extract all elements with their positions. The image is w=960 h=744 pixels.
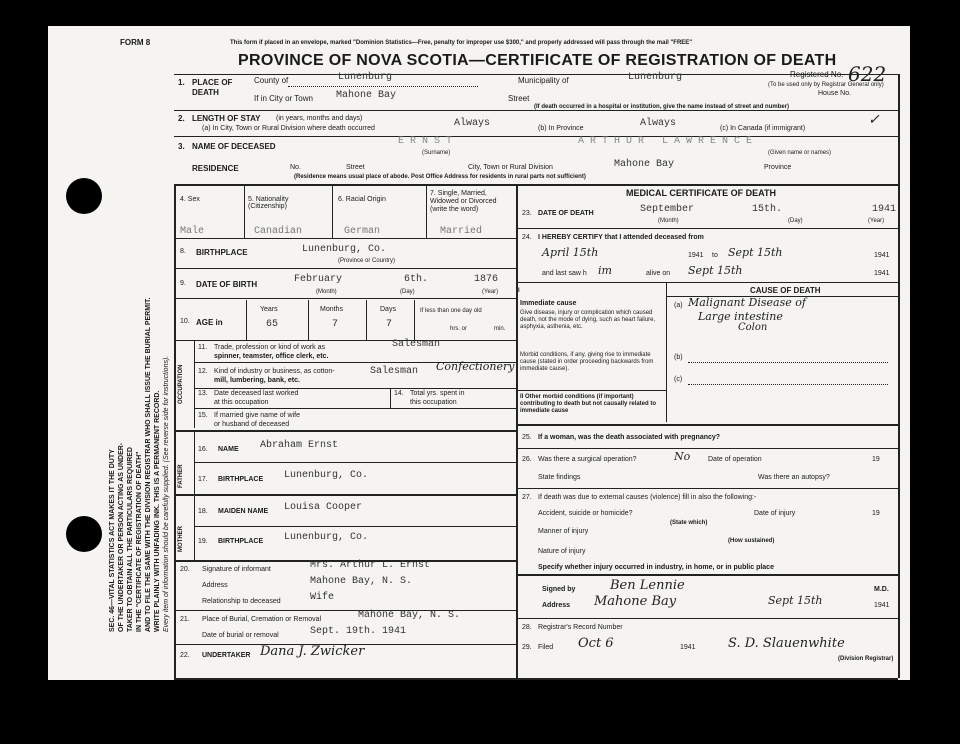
age-days: 7 <box>386 319 393 330</box>
residence-city-label: City, Town or Rural Division <box>468 164 553 171</box>
undertaker-label: UNDERTAKER <box>202 652 251 659</box>
dob-month-label: (Month) <box>316 289 337 295</box>
stay-b-label: (b) In Province <box>538 125 584 132</box>
residence-province-label: Province <box>764 164 792 171</box>
form-number: FORM 8 <box>120 38 151 47</box>
stay-b-value: Always <box>640 118 677 129</box>
n26-value: No <box>674 450 691 463</box>
occ-12-label: Kind of industry or business, as cotton- <box>214 368 335 375</box>
op-year: 19 <box>872 456 880 463</box>
occ-14-num: 14. <box>394 390 404 397</box>
accident-label: Accident, suicide or homicide? <box>538 510 633 517</box>
origin-label: 6. Racial Origin <box>338 196 386 203</box>
p17-label: BIRTHPLACE <box>218 476 264 483</box>
n25-label: If a woman, was the death associated with pregnancy? <box>538 434 721 441</box>
division-label: (Division Registrar) <box>838 656 894 662</box>
stay-sub: (in years, months and days) <box>276 115 363 122</box>
cause-a-value-3: Colon <box>738 322 768 333</box>
occ-11-value: Salesman <box>392 339 441 350</box>
address-date: Sept 15th <box>768 594 823 607</box>
filed-signature: S. D. Slauenwhite <box>728 636 845 651</box>
residence-label: RESIDENCE <box>192 164 239 173</box>
n24-year2: 1941 <box>874 252 890 259</box>
p17-value: Lunenburg, Co. <box>284 470 369 481</box>
n23-day: 15th. <box>752 204 783 215</box>
cause-c-label: (c) <box>674 376 683 383</box>
punch-hole-top <box>66 178 102 214</box>
immediate-desc: Give disease, injury or complication which caused death, not the mode of dying, such as heart failure, asphyxia, asthenia, etc. <box>520 310 656 330</box>
morbid-label: Morbid conditions, if any, giving rise to immediate cause (stated in order proceeding backwards from immediate cause). <box>520 352 654 372</box>
birthplace-num: 8. <box>180 248 186 255</box>
specify-label: Specify whether injury occurred in industry, in home, or in public place <box>538 564 774 571</box>
dob-label: DATE OF BIRTH <box>196 280 258 289</box>
last-saw-him: im <box>598 264 612 277</box>
n24-to: Sept 15th <box>728 246 783 259</box>
occ-11-num: 11. <box>198 344 208 351</box>
p18-num: 18. <box>198 508 208 515</box>
undertaker-signature: Dana J. Zwicker <box>260 644 365 659</box>
cause-title: CAUSE OF DEATH <box>750 286 821 295</box>
sex-value: Male <box>180 226 205 237</box>
last-saw-label: and last saw h <box>542 270 587 277</box>
stay-a-label: (a) In City, Town or Rural Division where death occurred <box>202 125 375 132</box>
informant-sig-label: Signature of informant <box>202 566 271 573</box>
occ-13-label: Date deceased last worked <box>214 390 299 397</box>
occ-15-label: If married give name of wife <box>214 412 300 419</box>
dob-num: 9. <box>180 280 186 287</box>
informant-addr-label: Address <box>202 582 228 589</box>
n23-year-label: (Year) <box>868 218 885 224</box>
stay-num: 2. <box>178 114 185 123</box>
occ-12-hand: Confectionery <box>436 360 515 373</box>
checkmark: ✓ <box>868 112 880 128</box>
cause-a-label: (a) <box>674 302 683 309</box>
occ-12-num: 12. <box>198 368 208 375</box>
given-value: ARTHUR LAWRENCE <box>578 136 759 147</box>
injury-date-label: Date of injury <box>754 510 796 517</box>
occ-15-num: 15. <box>198 412 208 419</box>
occ-12-value: Salesman <box>370 366 419 377</box>
n21-num: 21. <box>180 616 190 623</box>
p16-value: Abraham Ernst <box>260 440 339 451</box>
county-label: County of <box>254 76 289 85</box>
n29-label: Filed <box>538 644 554 651</box>
punch-hole-bottom <box>66 516 102 552</box>
occupation-side-label: OCCUPATION <box>178 364 184 404</box>
dob-year: 1876 <box>474 274 499 285</box>
n28-label: Registrar's Record Number <box>538 624 623 631</box>
less-than-day-label: If less than one day old <box>420 308 482 314</box>
n27-label: If death was due to external causes (violence) fill in also the following:- <box>538 494 757 501</box>
occ-11-sub: spinner, teamster, office clerk, etc. <box>214 353 329 360</box>
n23-label: DATE OF DEATH <box>538 210 594 217</box>
occ-12-sub: mill, lumbering, bank, etc. <box>214 377 300 384</box>
registered-no-value: 622 <box>848 62 887 86</box>
other-label: II Other morbid conditions (if important) contributing to death but not causally related to immediate cause <box>520 394 657 414</box>
nationality-value: Canadian <box>254 226 303 237</box>
street-label: Street <box>508 94 530 103</box>
p19-label: BIRTHPLACE <box>218 538 264 545</box>
years-label: Years <box>260 306 278 313</box>
p17-num: 17. <box>198 476 208 483</box>
occ-11-label: Trade, profession or kind of work as <box>214 344 326 351</box>
name-num: 3. <box>178 142 185 151</box>
state-which: (State which) <box>670 520 708 526</box>
min-label: min. <box>494 326 506 332</box>
informant-addr-value: Mahone Bay, N. S. <box>310 576 413 587</box>
n23-num: 23. <box>522 210 532 217</box>
n24-label: I HEREBY CERTIFY that I attended deceased from <box>538 234 704 241</box>
city-value: Mahone Bay <box>336 90 397 101</box>
injury-year: 19 <box>872 510 880 517</box>
immediate-label: Immediate cause <box>520 300 577 307</box>
birthplace-sub: (Province or Country) <box>338 258 396 264</box>
n24-from: April 15th <box>542 246 599 259</box>
age-years: 65 <box>266 319 279 330</box>
place-label: PLACE OF DEATH <box>192 78 233 97</box>
stay-label: LENGTH OF STAY <box>192 114 261 123</box>
name-label: NAME OF DECEASED <box>192 142 276 151</box>
p16-label: NAME <box>218 446 239 453</box>
dob-day: 6th. <box>404 274 429 285</box>
burial-date-value: Sept. 19th. 1941 <box>310 626 407 637</box>
autopsy-label: Was there an autopsy? <box>758 474 830 481</box>
n24-to-label: to <box>712 252 718 259</box>
address-year: 1941 <box>874 602 890 609</box>
manner-label: Manner of injury <box>538 528 589 535</box>
roman-one: I <box>518 288 520 294</box>
cause-b-label: (b) <box>674 354 683 361</box>
sidebar-instructions: SEC. 46—VITAL STATISTICS ACT MAKES IT THE DUTY OF THE UNDERTAKER OR PERSON ACTING AS UNDER- TAKER TO OBTAIN ALL THE PARTICULARS REQUIRED IN THE "CERTIFICATE OF REGISTRATION OF DEATH" AND TO FILE THE SAME WITH THE DIVISION REGISTRAR WHO SHALL ISSUE THE BURIAL PERMIT. WRITE PLAINLY WITH UNFADING INK. THIS IS A PERMANENT RECORD. Every item of information should be carefully supplied. (See reverse side for instructions). <box>109 297 170 632</box>
nationality-label: 5. Nationality (Citizenship) <box>248 196 289 210</box>
p19-value: Lunenburg, Co. <box>284 532 369 543</box>
dob-month: February <box>294 274 343 285</box>
registered-no-label: Registered No. <box>790 70 844 79</box>
burial-date-label: Date of burial or removal <box>202 632 279 639</box>
cause-a-value-2: Large intestine <box>698 310 783 323</box>
medical-title: MEDICAL CERTIFICATE OF DEATH <box>626 188 776 198</box>
n29-num: 29. <box>522 644 532 651</box>
occ-13-num: 13. <box>198 390 208 397</box>
n26-num: 26. <box>522 456 532 463</box>
n22-num: 22. <box>180 652 190 659</box>
n23-month-label: (Month) <box>658 218 679 224</box>
residence-no-label: No. <box>290 164 301 171</box>
residence-city-value: Mahone Bay <box>614 159 675 170</box>
n25-num: 25. <box>522 434 532 441</box>
state-findings-label: State findings <box>538 474 581 481</box>
dob-year-label: (Year) <box>482 289 499 295</box>
n27-num: 27. <box>522 494 532 501</box>
dob-day-label: (Day) <box>400 289 415 295</box>
filed-year: 1941 <box>680 644 696 651</box>
p18-label: MAIDEN NAME <box>218 508 269 515</box>
occ-14-label: Total yrs. spent in <box>410 390 465 397</box>
md-label: M.D. <box>874 586 889 593</box>
address-label: Address <box>542 602 571 609</box>
marital-value: Married <box>440 226 483 237</box>
mother-side-label: MOTHER <box>178 526 184 552</box>
n28-num: 28. <box>522 624 532 631</box>
n24-num: 24. <box>522 234 532 241</box>
signed-label: Signed by <box>542 586 576 593</box>
origin-value: German <box>344 226 381 237</box>
n24-year1: 1941 <box>688 252 704 259</box>
father-side-label: FATHER <box>178 464 184 488</box>
cause-a-value: Malignant Disease of <box>688 296 806 309</box>
filed-date: Oct 6 <box>578 636 614 651</box>
age-label: AGE in <box>196 318 223 327</box>
n20-num: 20. <box>180 566 190 573</box>
occ-13-sub: at this occupation <box>214 399 269 406</box>
p16-num: 16. <box>198 446 208 453</box>
p19-num: 19. <box>198 538 208 545</box>
how-sustained: (How sustained) <box>728 538 775 544</box>
burial-label: Place of Burial, Cremation or Removal <box>202 616 322 623</box>
alive-year: 1941 <box>874 270 890 277</box>
age-months: 7 <box>332 319 339 330</box>
occ-15-sub: or husband of deceased <box>214 421 290 428</box>
place-num: 1. <box>178 78 185 87</box>
stay-a-value: Always <box>454 118 491 129</box>
informant-sig-value: Mrs. Arthur L. Ernst <box>310 560 431 571</box>
certificate-paper <box>48 26 910 680</box>
place-note: (If death occurred in a hospital or institution, give the name instead of street and number) <box>534 104 790 110</box>
alive-date: Sept 15th <box>688 264 743 277</box>
nature-label: Nature of injury <box>538 548 586 555</box>
hrs-label: hrs. or <box>450 326 468 332</box>
informant-rel-value: Wife <box>310 592 335 603</box>
residence-note: (Residence means usual place of abode. Post Office Address for residents in rural parts not sufficient) <box>294 174 586 180</box>
n23-day-label: (Day) <box>788 218 803 224</box>
n23-month: September <box>640 204 695 215</box>
occ-14-sub: this occupation <box>410 399 457 406</box>
address-value: Mahone Bay <box>594 594 677 609</box>
envelope-note: This form if placed in an envelope, marked "Dominion Statistics—Free, penalty for improper use $300," and properly addressed will pass through the mail "FREE" <box>230 40 693 46</box>
op-date-label: Date of operation <box>708 456 762 463</box>
informant-rel-label: Relationship to deceased <box>202 598 281 605</box>
municipality-value: Lunenburg <box>628 72 683 83</box>
residence-street-label: Street <box>346 164 365 171</box>
marital-label: 7. Single, Married, Widowed or Divorced (write the word) <box>430 190 497 213</box>
n23-year: 1941 <box>872 204 897 215</box>
surname-value: ERNST <box>398 136 459 147</box>
burial-value: Mahone Bay, N. S. <box>358 610 461 621</box>
surname-label: (Surname) <box>422 150 451 156</box>
birthplace-value: Lunenburg, Co. <box>302 244 387 255</box>
county-value: Lunenburg <box>338 72 393 83</box>
certificate-title: PROVINCE OF NOVA SCOTIA—CERTIFICATE OF REGISTRATION OF DEATH <box>238 52 837 69</box>
p18-value: Louisa Cooper <box>284 502 363 513</box>
days-label: Days <box>380 306 396 313</box>
signed-value: Ben Lennie <box>610 578 685 593</box>
sex-label: 4. Sex <box>180 196 200 203</box>
alive-label: alive on <box>646 270 671 277</box>
registered-note: (To be used only by Registrar General only) <box>768 82 884 88</box>
city-label: If in City or Town <box>254 94 313 103</box>
municipality-label: Municipality of <box>518 76 569 85</box>
given-label: (Given name or names) <box>768 150 832 156</box>
months-label: Months <box>320 306 343 313</box>
birthplace-label: BIRTHPLACE <box>196 248 248 257</box>
house-no-label: House No. <box>818 90 852 97</box>
age-num: 10. <box>180 318 190 325</box>
stay-c-label: (c) In Canada (if immigrant) <box>720 125 806 132</box>
n26-label: Was there a surgical operation? <box>538 456 637 463</box>
